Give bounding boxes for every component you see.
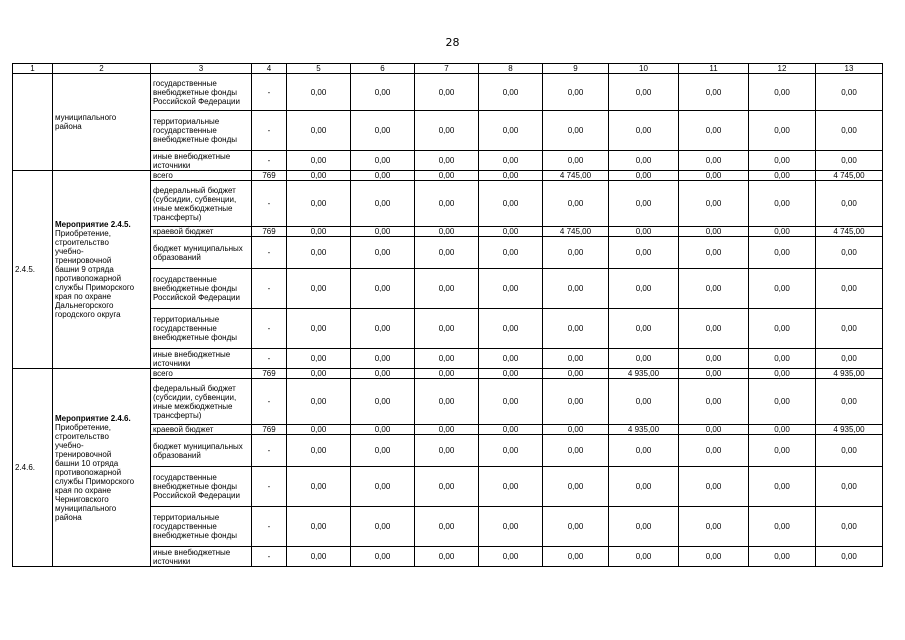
amount-col-13: 4 935,00 <box>816 369 883 379</box>
amount-col-6: 0,00 <box>351 369 415 379</box>
funding-source: иные внебюджетные источники <box>151 151 252 171</box>
amount-col-9: 0,00 <box>543 74 609 111</box>
item-name <box>53 369 151 567</box>
amount-col-13: 0,00 <box>816 349 883 369</box>
item-name-line: противопожарной <box>55 274 122 283</box>
amount-col-7: 0,00 <box>415 547 479 567</box>
budget-code: 769 <box>252 369 287 379</box>
amount-col-5: 0,00 <box>287 425 351 435</box>
amount-col-13: 0,00 <box>816 467 883 507</box>
column-number-7: 7 <box>415 64 479 74</box>
amount-col-7: 0,00 <box>415 425 479 435</box>
amount-col-11: 0,00 <box>679 111 749 151</box>
amount-col-5: 0,00 <box>287 349 351 369</box>
item-name-line: Дальнегорского <box>55 301 114 310</box>
amount-col-12: 0,00 <box>749 151 816 171</box>
budget-code: - <box>252 507 287 547</box>
amount-col-9: 0,00 <box>543 467 609 507</box>
amount-col-12: 0,00 <box>749 309 816 349</box>
amount-col-6: 0,00 <box>351 227 415 237</box>
amount-col-8: 0,00 <box>479 269 543 309</box>
amount-col-12: 0,00 <box>749 369 816 379</box>
amount-col-6: 0,00 <box>351 309 415 349</box>
amount-col-8: 0,00 <box>479 467 543 507</box>
amount-col-5: 0,00 <box>287 74 351 111</box>
column-number-3: 3 <box>151 64 252 74</box>
amount-col-10: 0,00 <box>609 349 679 369</box>
item-name-line: Приобретение, <box>55 422 111 432</box>
column-number-1: 1 <box>13 64 53 74</box>
amount-col-13: 0,00 <box>816 151 883 171</box>
amount-col-9: 0,00 <box>543 269 609 309</box>
funding-source: территориальные государственные внебюджетные фонды <box>151 111 252 151</box>
amount-col-13: 0,00 <box>816 435 883 467</box>
amount-col-7: 0,00 <box>415 151 479 171</box>
amount-col-8: 0,00 <box>479 435 543 467</box>
amount-col-5: 0,00 <box>287 467 351 507</box>
amount-col-5: 0,00 <box>287 369 351 379</box>
item-name-line: муниципального <box>55 113 117 122</box>
item-name-line: противопожарной <box>55 467 122 477</box>
amount-col-9: 0,00 <box>543 181 609 227</box>
budget-code: - <box>252 349 287 369</box>
amount-col-5: 0,00 <box>287 171 351 181</box>
amount-col-10: 0,00 <box>609 309 679 349</box>
amount-col-8: 0,00 <box>479 425 543 435</box>
funding-source: государственные внебюджетные фонды Российской Федерации <box>151 74 252 111</box>
amount-col-12: 0,00 <box>749 74 816 111</box>
amount-col-13: 0,00 <box>816 507 883 547</box>
amount-col-12: 0,00 <box>749 547 816 567</box>
amount-col-7: 0,00 <box>415 111 479 151</box>
amount-col-9: 0,00 <box>543 379 609 425</box>
column-number-4: 4 <box>252 64 287 74</box>
amount-col-7: 0,00 <box>415 507 479 547</box>
budget-code: - <box>252 435 287 467</box>
amount-col-5: 0,00 <box>287 507 351 547</box>
amount-col-7: 0,00 <box>415 269 479 309</box>
amount-col-11: 0,00 <box>679 151 749 171</box>
amount-col-10: 0,00 <box>609 111 679 151</box>
funding-source: иные внебюджетные источники <box>151 547 252 567</box>
item-name-line: района <box>55 512 82 522</box>
amount-col-7: 0,00 <box>415 237 479 269</box>
budget-code: - <box>252 237 287 269</box>
amount-col-12: 0,00 <box>749 237 816 269</box>
amount-col-5: 0,00 <box>287 181 351 227</box>
item-name-line: тренировочной <box>55 449 112 459</box>
amount-col-9: 0,00 <box>543 309 609 349</box>
amount-col-8: 0,00 <box>479 309 543 349</box>
item-name-line: башни 10 отряда <box>55 458 119 468</box>
amount-col-12: 0,00 <box>749 467 816 507</box>
amount-col-6: 0,00 <box>351 425 415 435</box>
amount-col-11: 0,00 <box>679 309 749 349</box>
amount-col-5: 0,00 <box>287 435 351 467</box>
amount-col-6: 0,00 <box>351 435 415 467</box>
budget-code: 769 <box>252 425 287 435</box>
funding-source: государственные внебюджетные фонды Российской Федерации <box>151 269 252 309</box>
table-row <box>13 74 883 111</box>
amount-col-12: 0,00 <box>749 227 816 237</box>
amount-col-11: 0,00 <box>679 349 749 369</box>
amount-col-8: 0,00 <box>479 369 543 379</box>
amount-col-10: 0,00 <box>609 269 679 309</box>
amount-col-9: 0,00 <box>543 435 609 467</box>
budget-code: - <box>252 379 287 425</box>
amount-col-12: 0,00 <box>749 269 816 309</box>
amount-col-12: 0,00 <box>749 435 816 467</box>
amount-col-13: 0,00 <box>816 237 883 269</box>
item-name-line: учебно- <box>55 247 84 256</box>
amount-col-13: 0,00 <box>816 269 883 309</box>
amount-col-11: 0,00 <box>679 181 749 227</box>
item-number: 2.4.6. <box>13 369 53 567</box>
amount-col-13: 4 935,00 <box>816 425 883 435</box>
amount-col-7: 0,00 <box>415 349 479 369</box>
amount-col-8: 0,00 <box>479 507 543 547</box>
amount-col-7: 0,00 <box>415 227 479 237</box>
funding-source: федеральный бюджет (субсидии, субвенции, иные межбюджетные трансферты) <box>151 379 252 425</box>
budget-code: 769 <box>252 227 287 237</box>
amount-col-8: 0,00 <box>479 237 543 269</box>
amount-col-9: 0,00 <box>543 369 609 379</box>
page-number: 28 <box>445 36 460 49</box>
amount-col-10: 0,00 <box>609 227 679 237</box>
amount-col-6: 0,00 <box>351 379 415 425</box>
amount-col-6: 0,00 <box>351 349 415 369</box>
amount-col-13: 0,00 <box>816 379 883 425</box>
amount-col-6: 0,00 <box>351 181 415 227</box>
amount-col-8: 0,00 <box>479 349 543 369</box>
amount-col-5: 0,00 <box>287 379 351 425</box>
funding-source: всего <box>151 369 252 379</box>
item-name <box>53 171 151 369</box>
amount-col-9: 4 745,00 <box>543 227 609 237</box>
amount-col-9: 0,00 <box>543 151 609 171</box>
amount-col-8: 0,00 <box>479 547 543 567</box>
amount-col-13: 0,00 <box>816 547 883 567</box>
amount-col-9: 0,00 <box>543 547 609 567</box>
funding-source: иные внебюджетные источники <box>151 349 252 369</box>
item-number: 2.4.5. <box>13 171 53 369</box>
item-name-line: района <box>55 122 82 131</box>
amount-col-6: 0,00 <box>351 171 415 181</box>
budget-table <box>12 63 883 567</box>
amount-col-7: 0,00 <box>415 369 479 379</box>
item-name-line: Черниговского <box>55 494 109 504</box>
amount-col-10: 0,00 <box>609 171 679 181</box>
amount-col-10: 0,00 <box>609 379 679 425</box>
budget-code: - <box>252 269 287 309</box>
amount-col-12: 0,00 <box>749 425 816 435</box>
item-name-line: Приобретение, <box>55 229 111 238</box>
item-name-line: края по охране <box>55 292 112 301</box>
amount-col-12: 0,00 <box>749 349 816 369</box>
amount-col-11: 0,00 <box>679 369 749 379</box>
budget-code: - <box>252 467 287 507</box>
funding-source: государственные внебюджетные фонды Российской Федерации <box>151 467 252 507</box>
funding-source: бюджет муниципальных образований <box>151 237 252 269</box>
column-number-11: 11 <box>679 64 749 74</box>
item-name-line: службы Приморского <box>55 476 135 486</box>
amount-col-6: 0,00 <box>351 547 415 567</box>
funding-source: территориальные государственные внебюджетные фонды <box>151 309 252 349</box>
amount-col-6: 0,00 <box>351 151 415 171</box>
amount-col-11: 0,00 <box>679 507 749 547</box>
amount-col-10: 0,00 <box>609 435 679 467</box>
item-title: Мероприятие 2.4.6. <box>55 413 131 423</box>
amount-col-12: 0,00 <box>749 171 816 181</box>
funding-source: краевой бюджет <box>151 227 252 237</box>
amount-col-7: 0,00 <box>415 74 479 111</box>
amount-col-8: 0,00 <box>479 227 543 237</box>
amount-col-6: 0,00 <box>351 269 415 309</box>
amount-col-11: 0,00 <box>679 547 749 567</box>
amount-col-5: 0,00 <box>287 269 351 309</box>
budget-code: - <box>252 309 287 349</box>
amount-col-7: 0,00 <box>415 309 479 349</box>
amount-col-10: 0,00 <box>609 74 679 111</box>
amount-col-10: 4 935,00 <box>609 425 679 435</box>
amount-col-12: 0,00 <box>749 507 816 547</box>
amount-col-9: 4 745,00 <box>543 171 609 181</box>
amount-col-13: 0,00 <box>816 111 883 151</box>
amount-col-11: 0,00 <box>679 171 749 181</box>
item-name-line: муниципального <box>55 503 117 513</box>
amount-col-10: 0,00 <box>609 237 679 269</box>
column-number-8: 8 <box>479 64 543 74</box>
amount-col-13: 4 745,00 <box>816 227 883 237</box>
amount-col-11: 0,00 <box>679 227 749 237</box>
item-name-line: городского округа <box>55 310 121 319</box>
funding-source: краевой бюджет <box>151 425 252 435</box>
amount-col-7: 0,00 <box>415 467 479 507</box>
item-title: Мероприятие 2.4.5. <box>55 220 131 229</box>
amount-col-9: 0,00 <box>543 237 609 269</box>
amount-col-11: 0,00 <box>679 435 749 467</box>
amount-col-5: 0,00 <box>287 227 351 237</box>
budget-code: - <box>252 151 287 171</box>
amount-col-11: 0,00 <box>679 237 749 269</box>
column-number-10: 10 <box>609 64 679 74</box>
amount-col-6: 0,00 <box>351 237 415 269</box>
amount-col-10: 0,00 <box>609 467 679 507</box>
amount-col-11: 0,00 <box>679 269 749 309</box>
budget-code: - <box>252 547 287 567</box>
item-name-line: службы Приморского <box>55 283 135 292</box>
column-number-13: 13 <box>816 64 883 74</box>
amount-col-9: 0,00 <box>543 507 609 547</box>
amount-col-5: 0,00 <box>287 151 351 171</box>
table-body <box>13 74 883 567</box>
amount-col-6: 0,00 <box>351 74 415 111</box>
funding-source: территориальные государственные внебюджетные фонды <box>151 507 252 547</box>
budget-code: 769 <box>252 171 287 181</box>
amount-col-11: 0,00 <box>679 74 749 111</box>
budget-code: - <box>252 111 287 151</box>
amount-col-6: 0,00 <box>351 111 415 151</box>
funding-source: всего <box>151 171 252 181</box>
amount-col-13: 4 745,00 <box>816 171 883 181</box>
amount-col-8: 0,00 <box>479 151 543 171</box>
amount-col-13: 0,00 <box>816 74 883 111</box>
amount-col-13: 0,00 <box>816 309 883 349</box>
column-number-12: 12 <box>749 64 816 74</box>
item-name-line: края по охране <box>55 485 112 495</box>
item-name-line: строительство <box>55 238 109 247</box>
amount-col-8: 0,00 <box>479 379 543 425</box>
table-row <box>13 369 883 379</box>
amount-col-11: 0,00 <box>679 379 749 425</box>
amount-col-8: 0,00 <box>479 74 543 111</box>
amount-col-12: 0,00 <box>749 111 816 151</box>
amount-col-7: 0,00 <box>415 435 479 467</box>
amount-col-10: 4 935,00 <box>609 369 679 379</box>
amount-col-10: 0,00 <box>609 507 679 547</box>
column-number-5: 5 <box>287 64 351 74</box>
column-number-2: 2 <box>53 64 151 74</box>
column-number-6: 6 <box>351 64 415 74</box>
amount-col-9: 0,00 <box>543 425 609 435</box>
item-name-line: строительство <box>55 431 109 441</box>
amount-col-13: 0,00 <box>816 181 883 227</box>
amount-col-10: 0,00 <box>609 547 679 567</box>
table-header <box>13 64 883 74</box>
item-number <box>13 74 53 171</box>
funding-source: федеральный бюджет (субсидии, субвенции, иные межбюджетные трансферты) <box>151 181 252 227</box>
amount-col-7: 0,00 <box>415 379 479 425</box>
item-name-line: учебно- <box>55 440 84 450</box>
amount-col-11: 0,00 <box>679 467 749 507</box>
amount-col-9: 0,00 <box>543 349 609 369</box>
amount-col-10: 0,00 <box>609 181 679 227</box>
amount-col-8: 0,00 <box>479 171 543 181</box>
budget-code: - <box>252 74 287 111</box>
item-name <box>53 74 151 171</box>
amount-col-11: 0,00 <box>679 425 749 435</box>
amount-col-10: 0,00 <box>609 151 679 171</box>
amount-col-5: 0,00 <box>287 237 351 269</box>
amount-col-5: 0,00 <box>287 111 351 151</box>
budget-code: - <box>252 181 287 227</box>
column-number-9: 9 <box>543 64 609 74</box>
amount-col-6: 0,00 <box>351 507 415 547</box>
amount-col-8: 0,00 <box>479 111 543 151</box>
item-name-line: башни 9 отряда <box>55 265 114 274</box>
amount-col-7: 0,00 <box>415 181 479 227</box>
funding-source: бюджет муниципальных образований <box>151 435 252 467</box>
column-number-row <box>13 64 883 74</box>
amount-col-7: 0,00 <box>415 171 479 181</box>
amount-col-5: 0,00 <box>287 547 351 567</box>
amount-col-5: 0,00 <box>287 309 351 349</box>
amount-col-12: 0,00 <box>749 181 816 227</box>
amount-col-9: 0,00 <box>543 111 609 151</box>
amount-col-6: 0,00 <box>351 467 415 507</box>
amount-col-8: 0,00 <box>479 181 543 227</box>
item-name-line: тренировочной <box>55 256 112 265</box>
table-row <box>13 171 883 181</box>
amount-col-12: 0,00 <box>749 379 816 425</box>
